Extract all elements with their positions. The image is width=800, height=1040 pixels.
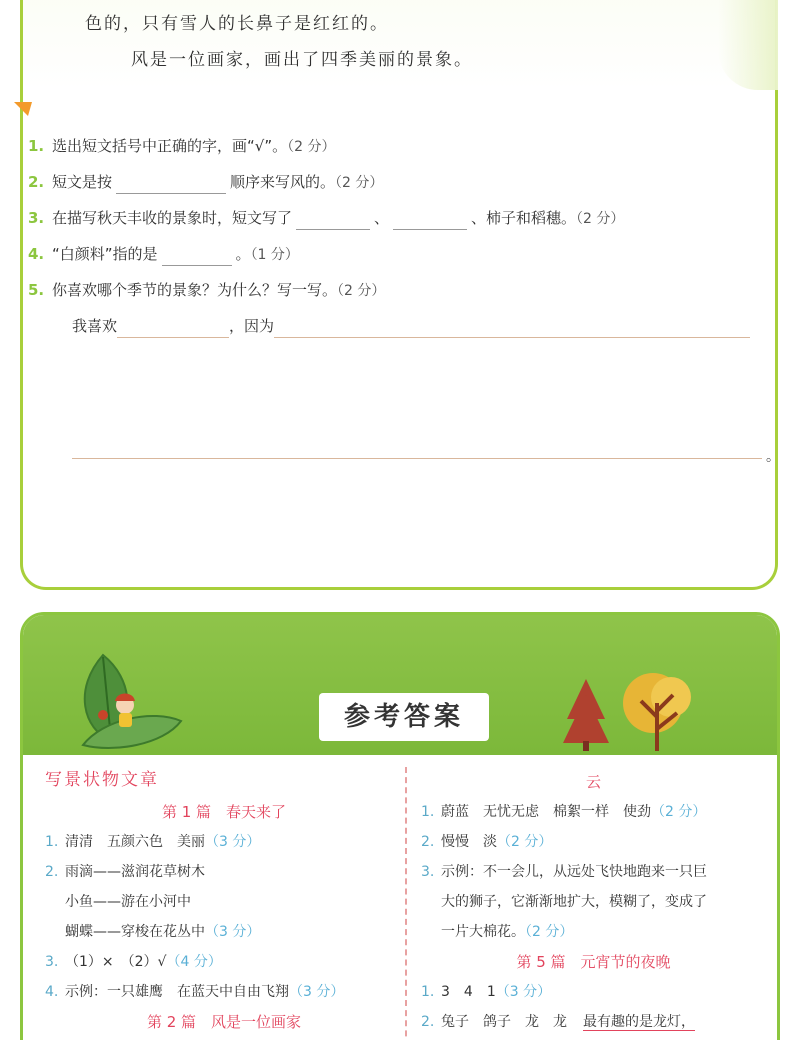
question-list — [28, 128, 780, 465]
reason-blank[interactable] — [274, 316, 750, 338]
answer-score: （3 分） — [205, 924, 261, 940]
answer-blank[interactable] — [116, 172, 226, 194]
answer-text: 蔚蓝 无忧无虑 棉絮一样 使劲 — [441, 804, 651, 820]
answer-row — [45, 947, 403, 977]
answer-text: 清清 五颜六色 美丽 — [65, 834, 205, 850]
question-item — [28, 164, 748, 200]
passage-line: 风是一位画家，画出了四季美丽的景象。 — [131, 50, 473, 70]
question-points: （2 分） — [287, 139, 336, 155]
answer-text: 兔子 鸽子 龙 龙 — [441, 1014, 567, 1030]
passage-line: 色的，只有雪人的长鼻子是红红的。 — [85, 14, 389, 34]
question-item — [28, 272, 748, 308]
answer-banner — [23, 615, 777, 755]
chapter-heading: 第 2 篇 风是一位画家 — [146, 1013, 302, 1031]
answer-mid: ，因为 — [229, 317, 275, 335]
question-item — [28, 236, 748, 272]
answer-blank[interactable] — [393, 208, 467, 230]
question-text: 选出短文括号中正确的字，画“√”。 — [52, 137, 288, 155]
question-text: 顺序来写风的。 — [230, 173, 336, 191]
question-number: 3. — [28, 209, 45, 227]
corner-triangle-icon — [14, 102, 32, 116]
answer-text: 示例：一只雄鹰 在蓝天中自由飞翔 — [65, 984, 289, 1000]
answer-score: （3 分） — [495, 984, 552, 1000]
answer-text: 蝴蝶——穿梭在花丛中 — [65, 924, 205, 940]
question-text: 、柿子和稻穗。 — [471, 209, 577, 227]
answer-row — [421, 827, 766, 857]
girl-on-leaf-illustration — [63, 649, 193, 749]
answer-score: （4 分） — [166, 954, 222, 970]
answer-text: 雨滴——滋润花草树木 — [65, 864, 205, 880]
answer-number: 3. — [421, 864, 435, 880]
question-points: （2 分） — [335, 175, 384, 191]
answer-number: 2. — [421, 1014, 435, 1030]
answer-number: 2. — [45, 864, 59, 880]
answer-blank[interactable] — [296, 208, 370, 230]
answer-row — [421, 977, 766, 1007]
season-blank[interactable] — [117, 316, 229, 338]
answer-text: 最有趣的是龙灯， — [583, 1014, 695, 1030]
end-period: 。 — [766, 449, 780, 465]
question-number: 4. — [28, 245, 45, 263]
answer-number: 4. — [45, 984, 59, 1000]
chapter-heading: 第 5 篇 元宵节的夜晚 — [516, 953, 671, 971]
answer-text: 慢慢 淡 — [441, 834, 497, 850]
answer-number: 2. — [421, 834, 435, 850]
answer-text: 小鱼——游在小河中 — [65, 894, 191, 910]
question-number: 2. — [28, 173, 45, 191]
question-text: 、 — [374, 209, 390, 227]
answer-text: 示例：不一会儿，从远处飞快地跑来一只巨 — [441, 864, 707, 880]
answer-prefix: 我喜欢 — [72, 317, 118, 335]
trees-illustration — [561, 673, 711, 753]
answer-title: 参考答案 — [319, 693, 489, 741]
answer-row — [28, 308, 748, 344]
question-number: 5. — [28, 281, 45, 299]
answer-score: （2 分） — [651, 804, 707, 820]
answer-row — [45, 977, 403, 1007]
question-text: 在描写秋天丰收的景象时，短文写了 — [52, 209, 293, 227]
answer-row — [45, 917, 403, 947]
section-heading: 写景状物文章 — [45, 770, 159, 790]
answer-row — [421, 857, 766, 887]
answers-left-column — [45, 767, 403, 1037]
answer-text: 大的狮子，它渐渐地扩大，模糊了，变成了 — [441, 894, 707, 910]
answer-row — [45, 827, 403, 857]
answer-text: 一片大棉花。 — [441, 924, 525, 940]
answer-number: 3. — [45, 954, 59, 970]
answer-row — [421, 797, 766, 827]
question-text: 你喜欢哪个季节的景象？为什么？写一写。 — [52, 281, 338, 299]
question-points: （1 分） — [250, 247, 299, 263]
answer-row — [421, 887, 766, 917]
answers-right-column — [421, 767, 766, 1037]
answer-blank[interactable] — [162, 244, 232, 266]
question-number: 1. — [28, 137, 45, 155]
answer-score: （2 分） — [497, 834, 553, 850]
question-item — [28, 200, 748, 236]
question-points: （2 分） — [576, 211, 625, 227]
answer-number: 1. — [421, 804, 435, 820]
answer-row — [45, 887, 403, 917]
reading-passage — [85, 6, 473, 78]
answer-score: （3 分） — [289, 984, 345, 1000]
answer-score: （3 分） — [205, 834, 261, 850]
answer-score: （2 分） — [525, 924, 574, 940]
question-text: 短文是按 — [52, 173, 113, 191]
question-item — [28, 128, 748, 164]
answer-text: （1）× （2）√ — [65, 954, 167, 970]
chapter-heading: 第 1 篇 春天来了 — [161, 803, 287, 821]
question-text: “白颜料”指的是 — [52, 245, 158, 263]
answer-number: 1. — [421, 984, 435, 1000]
answer-row — [421, 1007, 766, 1037]
answer-number: 1. — [45, 834, 59, 850]
answer-card — [20, 612, 780, 1040]
question-text: 。 — [235, 245, 251, 263]
answer-row — [421, 917, 766, 947]
answer-row — [45, 857, 403, 887]
reason-continue-line[interactable] — [72, 458, 762, 459]
question-points: （2 分） — [337, 283, 386, 299]
answer-text: 3 4 1 — [441, 984, 496, 1000]
column-divider — [405, 767, 407, 1040]
chapter-heading: 云 — [585, 773, 601, 791]
